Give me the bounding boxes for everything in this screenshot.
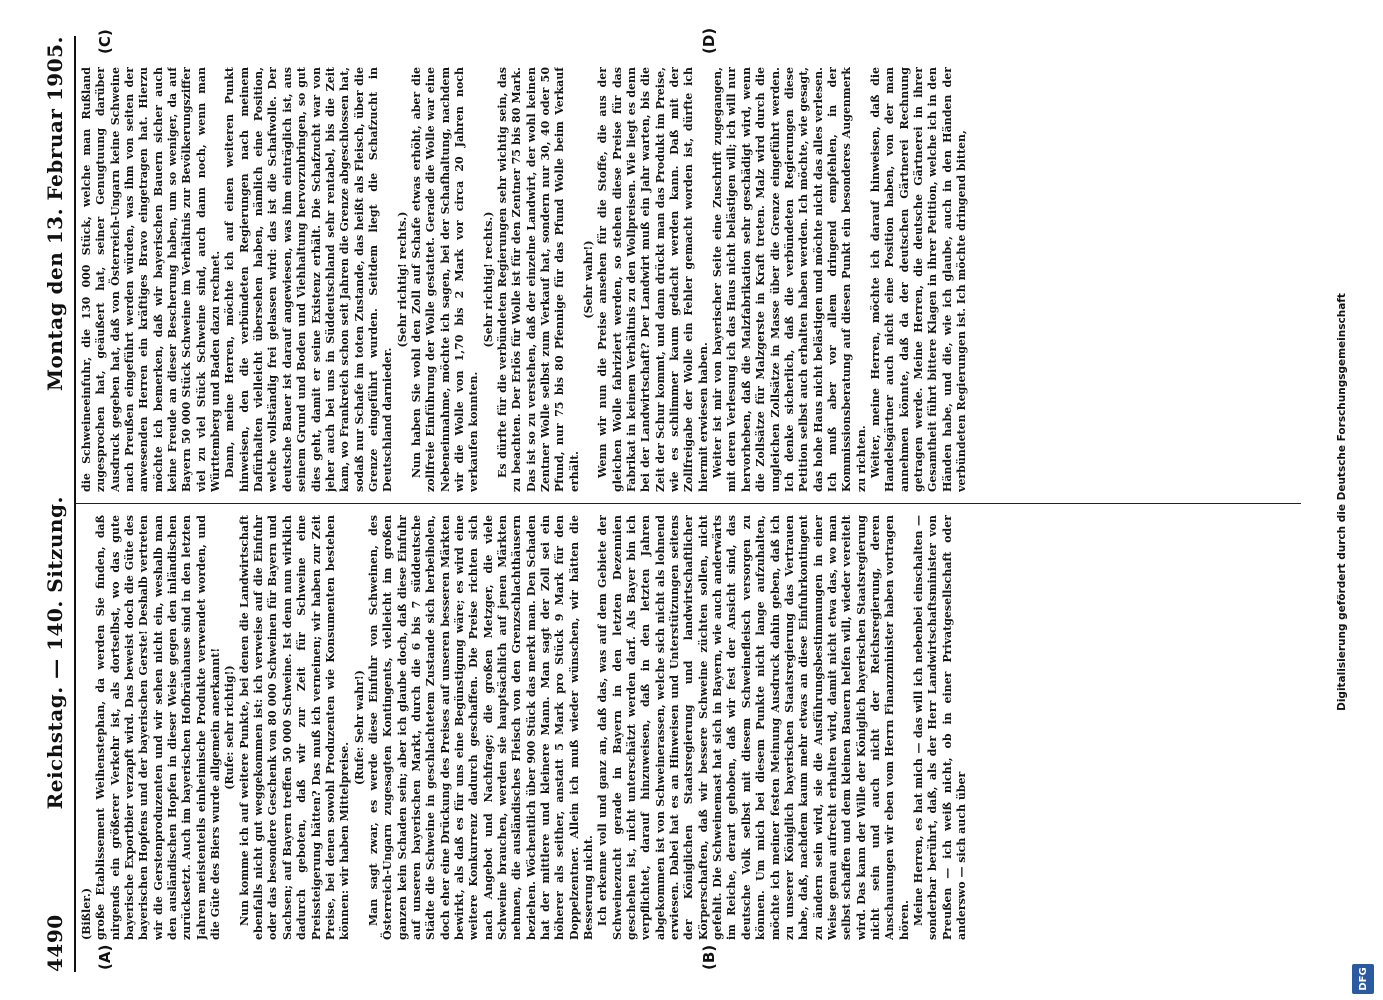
interjection: (Sehr wahr!)	[582, 240, 596, 319]
speaker-label: (Bißler.)	[80, 887, 93, 940]
paragraph: große Etablissement Weihenstephan, da werden Sie finden, daß nirgends ein größerer Verkehr ist, als dortselbst, wo das gute bayerische Exportbier verzapft wird. Das beweist doch die Güte des bayerischen Hopfens und der bayerischen Gerste! Deshalb vertreten wir die Gerstenproduzenten und wir sehen nicht ein, weshalb man den ausländischen Hopfen in dieser Weise gegen den inländischen zurücksetzt. Auch im bayerischen Hofbräuhause sind in den letzten Jahren meistenteils einheimische Produkte verwendet worden, und die Güte des Biers wurde allgemein anerkannt!	[94, 515, 223, 940]
interjection: (Rufe: Sehr wahr!)	[352, 670, 366, 785]
margin-marker-d: (D)	[700, 27, 718, 54]
paragraph: Es dürfte für die verbündeten Regierungen sehr wichtig sein, das zu beachten. Der Erlös für Wolle ist für den Zentner 75 bis 80 Mark. Das ist so zu verstehen, daß der einzelne Landwirt, der wohl keinen Zentner Wolle selbst zum Verkauf hat, sondern nur 30, 40 oder 50 Pfund, nur 75 bis 80 Pfennige für das Pfund Wolle beim Verkauf erhält.	[495, 67, 581, 492]
paragraph: Weiter ist mir von bayerischer Seite eine Zuschrift zugegangen, mit deren Verlesung ich das Haus nicht belästigen will; ich will nur hervorheben, daß die Malzfabrikation sehr geschädigt wird, wenn die Zollsätze für Malzgerste in Kraft treten. Malz wird durch die ungleichen Zollsätze in Masse über die Grenze eingeführt werden. Ich denke sicherlich, daß die verbündeten Regierungen diese Petition selbst auch erhalten haben werden. Ich möchte, wie gesagt, das hohe Haus nicht belästigen und möchte nicht das alles verlesen. Ich muß aber vor allem dringend empfehlen, in der Kommissionsberatung auf diesen Punkt ein besonderes Augenmerk zu richten.	[711, 67, 868, 492]
page-header	[38, 36, 72, 972]
margin-marker-a: (A)	[96, 944, 114, 970]
page-title: Reichstag. — 140. Sitzung.	[43, 496, 67, 810]
paragraph: Nun komme ich auf weitere Punkte, bei denen die Landwirtschaft ebenfalls nicht gut weggekommen ist: ich verweise auf die Einfuhr oder das besondere Geschenk von 80 000 Schweinen für Bayern und Sachsen; auf Bayern treffen 50 000 Schweine. Ist denn nun wirklich dadurch geboten, daß wir zur Zeit für Schweine eine Preissteigerung hätten? Das muß ich verneinen; wir haben zur Zeit Preise, bei denen sowohl Produzenten wie Konsumenten bestehen können: wir haben Mittelpreise.	[237, 515, 352, 940]
margin-marker-b: (B)	[700, 944, 718, 970]
paragraph: Man sagt zwar, es werde diese Einfuhr von Schweinen, des Österreich-Ungarn zugesagten Kontingents, vielleicht im großen ganzen kein Schaden sein; aber ich glaube doch, daß diese Einfuhr auf unseren bayerischen Markt, durch die 6 bis 7 süddeutsche Städte die Schweine in geschlachtetem Zustande sich herbeiholen, doch eher eine Drückung des Preises auf unseren besseren Märkten bewirkt, als daß es für uns eine Begünstigung wäre; es wird eine weitere Konkurrenz dadurch geschaffen. Die Preise richten sich nach Angebot und Nachfrage; die großen Metzger, die viele Schweine brauchen, werden sie hauptsächlich auf jenen Märkten nehmen, die ausländisches Fleisch von den Grenzschlachthäusern beziehen. Wöchentlich über 900 Stück das merkt man. Den Schaden hat der mittlere und kleinere Mann. Man sagt der Zoll sei ein höherer als seither, anstatt 5 Mark pro Stück 9 Mark für den Doppelzentner. Allein ich muß wieder wünschen, wir hätten die Besserung nicht.	[366, 515, 596, 940]
paragraph: Weiter, meine Herren, möchte ich darauf hinweisen, daß die Handelsgärtner auch nicht eine Position haben, von der man annehmen könnte, daß da der deutschen Gärtnerei Rechnung getragen werde. Meine Herren, die deutsche Gärtnerei in ihrer Gesamtheit führt bittere Klagen in ihrer Petition, welche ich in den Händen habe, und die, wie ich glaube, auch in den Händen der verbündeten Regierungen ist. Ich möchte dringend bitten,	[868, 67, 968, 492]
paragraph: Nun haben Sie wohl den Zoll auf Schafe etwas erhöht, aber die zollfreie Einführung der Wolle gestattet. Gerade die Wolle war eine Nebeneinnahme, möchte ich sagen, bei der Schafhaltung, nachdem wir die Wolle von 1,70 bis 2 Mark vor circa 20 Jahren noch verkaufen konnten.	[409, 67, 481, 492]
margin-marker-c: (C)	[96, 29, 114, 54]
interjection: (Sehr richtig! rechts.)	[481, 211, 495, 348]
left-column	[80, 515, 1300, 940]
digitization-credit: Digitalisierung gefördert durch die Deutsche Forschungsgemeinschaft	[1336, 293, 1348, 711]
interjection: (Rufe: sehr richtig!)	[223, 665, 237, 790]
paragraph: Meine Herren, es hat mich — das will ich nebenbei einschalten — sonderbar berührt, daß, als der Herr Landwirtschaftsminister von Preußen — ich weiß nicht, ob in einer Privatgesellschaft oder anderswo — sich auch über	[911, 515, 968, 940]
column-divider	[76, 503, 1301, 504]
header-rule	[74, 36, 76, 972]
page-number: 4490	[43, 914, 67, 972]
paragraph: die Schweineeinfuhr, die 130 000 Stück, welche man Rußland zugesprochen hat, geäußert hat, seiner Genugtuung darüber Ausdruck gegeben hat, daß von Österreich-Ungarn keine Schweine nach Preußen eingeführt werden würden, was ihm von seiten der anwesenden Herren ein kräftiges Bravo eingetragen hat. Hierzu möchte ich bemerken, daß wir bayerischen Bauern sicher auch keine Freude an dieser Bescherung haben, um so weniger, da auf Bayern 50 000 Stück Schweine im Verhältnis zur Bevölkerungsziffer viel zu viel Stück Schweine sind, auch dann noch, wenn man Württemberg und Baden dazu rechnet.	[80, 67, 223, 492]
interjection: (Sehr richtig! rechts.)	[395, 211, 409, 348]
paragraph: Wenn wir nun die Preise ansehen für die Stoffe, die aus der gleichen Wolle fabriziert werden, so stehen diese Preise für das Fabrikat in keinem Verhältnis zu den Wollpreisen. Wie liegt es denn bei der Landwirtschaft? Der Landwirt muß ein Jahr warten, bis die Zeit der Schur kommt, und dann drückt man das Produkt im Preise, wie es schlimmer kaum gedacht werden kann. Daß mit der Zollfreigabe der Wolle ein Fehler gemacht worden ist, dürfte ich hiermit erwiesen haben.	[596, 67, 710, 492]
right-column	[80, 67, 1300, 492]
paragraph: Dann, meine Herren, möchte ich auf einen weiteren Punkt hinweisen, den die verbündeten Regierungen nach meinem Dafürhalten vielleicht übersehen haben, nämlich eine Position, welche vollständig frei gelassen wird: das ist die Schafwolle. Der deutsche Bauer ist darauf angewiesen, was ihm einträglich ist, aus seinem Grund und Boden und Viehhaltung hervorzubringen, so gut dies geht, damit er seine Existenz erhält. Die Schafzucht war von jeher auch bei uns in Süddeutschland sehr rentabel, bis die Zeit kam, wo Frankreich schon seit Jahren die Grenze abgeschlossen hat, sodaß nur Schafe im toten Zustande, das heißt als Fleisch, über die Grenze eingeführt wurden. Seitdem liegt die Schafzucht in Deutschland darnieder.	[223, 67, 395, 492]
paragraph: Ich erkenne voll und ganz an, daß das, was auf dem Gebiete der Schweinezucht gerade in Bayern in den letzten Dezennien geschehen ist, nicht unterschätzt werden darf. Als Bayer bin ich verpflichtet, darauf hinzuweisen, daß in den letzten Jahren abgekommen ist von Schweinerassen, welche sich nicht als lohnend erwiesen. Dabei hat es an Hinweisen und Unterstützungen seitens der Königlichen Staatsregierung und landwirtschaftlicher Körperschaften, daß wir bessere Schweine züchten sollen, nicht gefehlt. Die Schweinemast hat sich in Bayern, wie auch anderwärts im Reiche, derart gehoben, daß wir fest der Ansicht sind, das deutsche Volk selbst mit diesem Schweinefleisch versorgen zu können. Um mich bei diesem Punkte nicht lange aufzuhalten, möchte ich meiner festen Meinung Ausdruck dahin geben, daß ich zu unserer Königlich bayerischen Staatsregierung das Vertrauen habe, daß, nachdem kaum mehr etwas an diese Einfuhrkontingent zu ändern sein wird, sie die Ausführungsbestimmungen in einer Weise genau aufrecht erhalten wird, damit nicht etwa das, wo man selbst schaffen und dem kleinen Bauern helfen will, wieder vereitelt wird. Das kann der Wille der Königlich bayerischen Staatsregierung nicht sein und auch nicht der Reichsregierung, deren Anschauungen wir eben vom Herrn Finanzminister haben vortragen hören.	[596, 515, 911, 940]
dfg-logo: DFG	[1352, 964, 1374, 994]
session-date: Montag den 13. Februar 1905.	[43, 36, 67, 392]
